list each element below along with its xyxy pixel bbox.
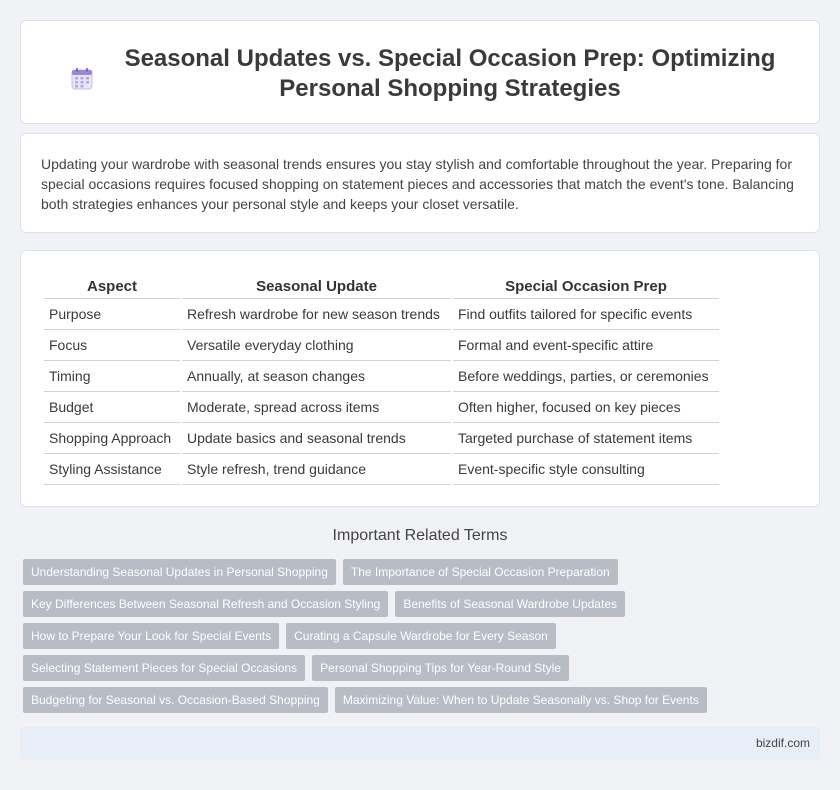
page-title: Seasonal Updates vs. Special Occasion Prep: Optimizing Personal Shopping Strategies [124,45,776,102]
table-cell: Formal and event-specific attire [453,330,719,361]
table-cell: Targeted purchase of statement items [453,423,719,454]
related-term-tag[interactable]: Maximizing Value: When to Update Seasonally vs. Shop for Events [335,687,707,713]
table-row [44,330,719,361]
table-row [44,423,719,454]
calendar-icon [70,67,94,91]
column-header-seasonal: Seasonal Update [182,275,451,299]
table-cell: Versatile everyday clothing [182,330,451,361]
related-term-tag[interactable]: The Importance of Special Occasion Preparation [343,559,618,585]
tag-row [23,687,813,713]
table-cell: Focus [44,330,180,361]
table-cell: Update basics and seasonal trends [182,423,451,454]
related-term-tag[interactable]: How to Prepare Your Look for Special Events [23,623,279,649]
footer [20,727,820,760]
footer-brand: bizdif.com [755,736,810,750]
intro-card [20,133,820,233]
table-row [44,361,719,392]
related-terms-heading: Important Related Terms [332,527,508,544]
table-cell: Timing [44,361,180,392]
related-term-tag[interactable]: Personal Shopping Tips for Year-Round Style [312,655,569,681]
table-cell: Moderate, spread across items [182,392,451,423]
column-header-occasion: Special Occasion Prep [453,275,719,299]
table-row [44,299,719,330]
table-cell: Budget [44,392,180,423]
related-term-tag[interactable]: Selecting Statement Pieces for Special Occasions [23,655,305,681]
table-cell: Refresh wardrobe for new season trends [182,299,451,330]
column-header-aspect: Aspect [44,275,180,299]
table-cell: Styling Assistance [44,454,180,485]
related-term-tag[interactable]: Curating a Capsule Wardrobe for Every Season [286,623,556,649]
related-term-tag[interactable]: Budgeting for Seasonal vs. Occasion-Based Shopping [23,687,328,713]
intro-paragraph: Updating your wardrobe with seasonal trends ensures you stay stylish and comfortable throughout the year. Preparing for special occasions requires focused shopping on statement pieces and accessories that match the event's tone. Balancing both strategies enhances your personal style and keeps your closet versatile. [41,156,794,212]
table-cell: Shopping Approach [44,423,180,454]
title-card [20,20,820,124]
comparison-table [42,275,721,485]
tag-row [23,655,813,681]
table-cell: Event-specific style consulting [453,454,719,485]
tag-row [23,591,813,617]
related-term-tag[interactable]: Key Differences Between Seasonal Refresh and Occasion Styling [23,591,388,617]
table-cell: Style refresh, trend guidance [182,454,451,485]
related-term-tag[interactable]: Understanding Seasonal Updates in Personal Shopping [23,559,336,585]
comparison-card [20,250,820,507]
tag-row [23,623,813,649]
related-term-tag[interactable]: Benefits of Seasonal Wardrobe Updates [395,591,625,617]
related-terms-list [23,559,813,719]
table-cell: Purpose [44,299,180,330]
table-header-row [44,275,719,299]
table-row [44,392,719,423]
table-row [44,454,719,485]
table-cell: Annually, at season changes [182,361,451,392]
tag-row [23,559,813,585]
table-cell: Before weddings, parties, or ceremonies [453,361,719,392]
table-cell: Often higher, focused on key pieces [453,392,719,423]
table-cell: Find outfits tailored for specific events [453,299,719,330]
